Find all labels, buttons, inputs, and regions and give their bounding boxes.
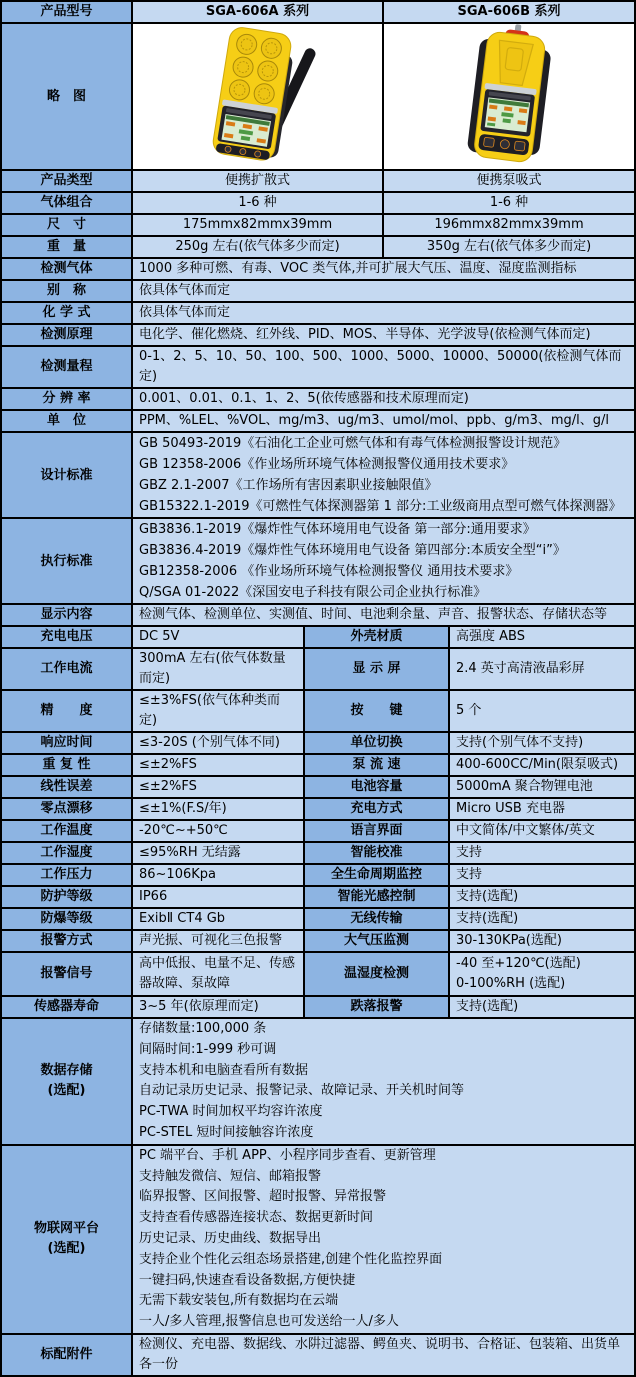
row-value: 0-1、2、5、10、50、100、500、1000、5000、10000、50000(依检测气体而定) — [132, 346, 635, 388]
row-label: 工作湿度 — [1, 842, 132, 864]
row-value: 1000 多种可燃、有毒、VOC 类气体,并可扩展大气压、温度、湿度监测指标 — [132, 258, 635, 280]
table-row — [1, 324, 635, 346]
table-row — [1, 690, 635, 732]
row-label: 工作温度 — [1, 820, 132, 842]
row-label: 分 辨 率 — [1, 388, 132, 410]
row-label: 零点漂移 — [1, 798, 132, 820]
row-label: 执行标准 — [1, 518, 132, 604]
row-label: 精 度 — [1, 690, 132, 732]
row-value: 支持(个别气体不支持) — [449, 732, 635, 754]
row-value: 300mA 左右(依气体数量而定) — [132, 648, 304, 690]
row-label: 充电电压 — [1, 626, 132, 648]
row-value: DC 5V — [132, 626, 304, 648]
table-row — [1, 908, 635, 930]
row-label: 尺 寸 — [1, 214, 132, 236]
row-value — [132, 432, 635, 518]
value-line: -40 至+120℃(选配) — [456, 956, 581, 971]
row-label: 泵 流 速 — [304, 754, 449, 776]
table-row — [1, 886, 635, 908]
row-value: 支持 — [449, 842, 635, 864]
row-value: 400-600CC/Min(限泵吸式) — [449, 754, 635, 776]
standard-line: GB 12358-2006《作业场所环境气体检测报警仪通用技术要求》 — [139, 457, 515, 472]
table-row — [1, 280, 635, 302]
row-value: 声光振、可视化三色报警 — [132, 930, 304, 952]
row-label: 跌落报警 — [304, 996, 449, 1018]
header-row — [1, 1, 635, 23]
alarm-signal-row — [1, 952, 635, 996]
table-row — [1, 214, 635, 236]
row-label: 设计标准 — [1, 432, 132, 518]
table-row — [1, 604, 635, 626]
row-label: 单位切换 — [304, 732, 449, 754]
value-line: 无需下载安装包,所有数据均在云端 — [139, 1293, 339, 1309]
series-a-title: SGA-606A 系列 — [132, 1, 383, 23]
row-value: 5000mA 聚合物锂电池 — [449, 776, 635, 798]
row-value — [132, 1018, 635, 1145]
row-value: 5 个 — [449, 690, 635, 732]
row-label: 外壳材质 — [304, 626, 449, 648]
row-label: 别 称 — [1, 280, 132, 302]
row-value: 检测气体、检测单位、实测值、时间、电池剩余量、声音、报警状态、存储状态等 — [132, 604, 635, 626]
row-value: ExibⅡ CT4 Gb — [132, 908, 304, 930]
row-value: 高中低报、电量不足、传感器故障、泵故障 — [132, 952, 304, 996]
row-value: 依具体气体而定 — [132, 302, 635, 324]
row-label: 报警信号 — [1, 952, 132, 996]
row-label: 无线传输 — [304, 908, 449, 930]
row-value: ≤±2%FS — [132, 754, 304, 776]
row-value: 检测仪、充电器、数据线、水阱过滤器、鳄鱼夹、说明书、合格证、包装箱、出货单各一份 — [132, 1334, 635, 1376]
row-label-line: (选配) — [47, 1083, 86, 1099]
row-value: PPM、%LEL、%VOL、mg/m3、ug/m3、umol/mol、ppb、g/m3、mg/l、g/l — [132, 410, 635, 432]
value-line: PC 端平台、手机 APP、小程序同步查看、更新管理 — [139, 1147, 436, 1163]
table-row — [1, 170, 635, 192]
row-label: 检测原理 — [1, 324, 132, 346]
sketch-row — [1, 23, 635, 170]
value-line: 支持触发微信、短信、邮箱报警 — [139, 1168, 322, 1184]
value-line: 一人/多人管理,报警信息也可发送给一人/多人 — [139, 1314, 399, 1330]
table-row — [1, 732, 635, 754]
table-row — [1, 648, 635, 690]
row-label-line: 物联网平台 — [33, 1220, 99, 1236]
row-label: 传感器寿命 — [1, 996, 132, 1018]
row-value-a: 1-6 种 — [132, 192, 383, 214]
row-value-a: 便携扩散式 — [132, 170, 383, 192]
table-row — [1, 346, 635, 388]
table-row — [1, 410, 635, 432]
table-row — [1, 776, 635, 798]
data-storage-row — [1, 1018, 635, 1145]
table-row — [1, 820, 635, 842]
iot-platform-row — [1, 1145, 635, 1334]
standard-line: GB12358-2006 《作业场所环境气体检测报警仪 通用技术要求》 — [139, 564, 519, 579]
value-line: 0-100%RH (选配) — [456, 976, 566, 991]
row-value: ≤±3%FS(依气体种类而定) — [132, 690, 304, 732]
series-b-title: SGA-606B 系列 — [383, 1, 635, 23]
row-value: 0.001、0.01、0.1、1、2、5(依传感器和技术原理而定) — [132, 388, 635, 410]
row-label-line: (选配) — [47, 1241, 86, 1257]
standard-line: Q/SGA 01-2022《深国安电子科技有限公司企业执行标准》 — [139, 585, 487, 600]
value-line: 支持本机和电脑查看所有数据 — [139, 1062, 309, 1078]
table-row — [1, 258, 635, 280]
value-line: 历史记录、历史曲线、数据导出 — [139, 1230, 322, 1246]
row-value: 高强度 ABS — [449, 626, 635, 648]
accessories-row — [1, 1334, 635, 1376]
row-label: 检测气体 — [1, 258, 132, 280]
row-value: 支持(选配) — [449, 996, 635, 1018]
row-value-b: 350g 左右(依气体多少而定) — [383, 236, 635, 258]
value-line: PC-STEL 短时间接触容许浓度 — [139, 1124, 314, 1140]
row-label: 产品型号 — [1, 1, 132, 23]
row-label: 显示内容 — [1, 604, 132, 626]
row-value: 30-130KPa(选配) — [449, 930, 635, 952]
table-row — [1, 388, 635, 410]
row-label: 响应时间 — [1, 732, 132, 754]
row-label: 语言界面 — [304, 820, 449, 842]
table-row — [1, 626, 635, 648]
row-label: 工作电流 — [1, 648, 132, 690]
row-value-a: 250g 左右(依气体多少而定) — [132, 236, 383, 258]
row-label: 电池容量 — [304, 776, 449, 798]
row-label: 温湿度检测 — [304, 952, 449, 996]
standard-line: GB15322.1-2019《可燃性气体探测器第 1 部分:工业级商用点型可燃气体探测器》 — [139, 499, 622, 514]
row-value: 86~106Kpa — [132, 864, 304, 886]
row-label-line: 数据存储 — [40, 1062, 93, 1078]
table-row — [1, 996, 635, 1018]
value-line: PC-TWA 时间加权平均容许浓度 — [139, 1104, 323, 1120]
standard-line: GB3836.1-2019《爆炸性气体环境用电气设备 第一部分:通用要求》 — [139, 522, 536, 537]
row-label: 大气压监测 — [304, 930, 449, 952]
device-a-cell — [132, 23, 383, 170]
value-line: 间隔时间:1-999 秒可调 — [139, 1041, 277, 1057]
row-value: IP66 — [132, 886, 304, 908]
device-b-cell — [383, 23, 635, 170]
row-label: 产品类型 — [1, 170, 132, 192]
row-label: 标配附件 — [1, 1334, 132, 1376]
row-label — [1, 1145, 132, 1334]
row-value: ≤±2%FS — [132, 776, 304, 798]
row-value: -20℃~+50℃ — [132, 820, 304, 842]
value-line: 存储数量:100,000 条 — [139, 1021, 267, 1036]
row-label: 工作压力 — [1, 864, 132, 886]
row-value — [132, 518, 635, 604]
table-row — [1, 302, 635, 324]
device-a-image — [133, 24, 384, 162]
row-value: 电化学、催化燃烧、红外线、PID、MOS、半导体、光学波导(依检测气体而定) — [132, 324, 635, 346]
row-value: ≤3-20S (个别气体不同) — [132, 732, 304, 754]
row-value: Micro USB 充电器 — [449, 798, 635, 820]
row-value: 中文简体/中文繁体/英文 — [449, 820, 635, 842]
standard-line: GBZ 2.1-2007《工作场所有害因素职业接触限值》 — [139, 478, 438, 493]
value-line: 支持查看传感器连接状态、数据更新时间 — [139, 1210, 374, 1226]
row-value-b: 196mmx82mmx39mm — [383, 214, 635, 236]
table-row — [1, 754, 635, 776]
row-label — [1, 1018, 132, 1145]
row-label: 按 键 — [304, 690, 449, 732]
row-label: 略 图 — [1, 23, 132, 170]
row-label: 防爆等级 — [1, 908, 132, 930]
row-label: 报警方式 — [1, 930, 132, 952]
row-value: 依具体气体而定 — [132, 280, 635, 302]
row-value: 支持 — [449, 864, 635, 886]
row-value-b: 便携泵吸式 — [383, 170, 635, 192]
table-row — [1, 192, 635, 214]
row-value: 2.4 英寸高清液晶彩屏 — [449, 648, 635, 690]
row-value — [449, 952, 635, 996]
table-row — [1, 930, 635, 952]
row-label: 检测量程 — [1, 346, 132, 388]
table-row — [1, 236, 635, 258]
row-value: ≤95%RH 无结露 — [132, 842, 304, 864]
row-label: 单 位 — [1, 410, 132, 432]
row-value-a: 175mmx82mmx39mm — [132, 214, 383, 236]
row-label: 气体组合 — [1, 192, 132, 214]
row-value: ≤±1%(F.S/年) — [132, 798, 304, 820]
standard-line: GB3836.4-2019《爆炸性气体环境用电气设备 第四部分:本质安全型“i”》 — [139, 543, 566, 558]
row-label: 全生命周期监控 — [304, 864, 449, 886]
row-label: 线性误差 — [1, 776, 132, 798]
row-value: 支持(选配) — [449, 886, 635, 908]
value-line: 自动记录历史记录、报警记录、故障记录、开关机时间等 — [139, 1083, 465, 1099]
row-value — [132, 1145, 635, 1334]
row-label: 显 示 屏 — [304, 648, 449, 690]
row-value: 3~5 年(依原理而定) — [132, 996, 304, 1018]
row-value: 支持(选配) — [449, 908, 635, 930]
design-standards-row — [1, 432, 635, 518]
standard-line: GB 50493-2019《石油化工企业可燃气体和有毒气体检测报警设计规范》 — [139, 436, 567, 451]
row-label: 重 量 — [1, 236, 132, 258]
exec-standards-row — [1, 518, 635, 604]
row-label: 充电方式 — [304, 798, 449, 820]
row-label: 防护等级 — [1, 886, 132, 908]
row-label: 智能校准 — [304, 842, 449, 864]
value-line: 临界报警、区间报警、超时报警、异常报警 — [139, 1189, 387, 1205]
table-row — [1, 798, 635, 820]
row-label: 化 学 式 — [1, 302, 132, 324]
row-value-b: 1-6 种 — [383, 192, 635, 214]
row-label: 重 复 性 — [1, 754, 132, 776]
value-line: 支持企业个性化云组态场景搭建,创建个性化监控界面 — [139, 1251, 443, 1267]
table-row — [1, 864, 635, 886]
device-b-image — [384, 24, 636, 162]
value-line: 一键扫码,快速查看设备数据,方便快捷 — [139, 1272, 356, 1288]
row-label: 智能光感控制 — [304, 886, 449, 908]
table-row — [1, 842, 635, 864]
